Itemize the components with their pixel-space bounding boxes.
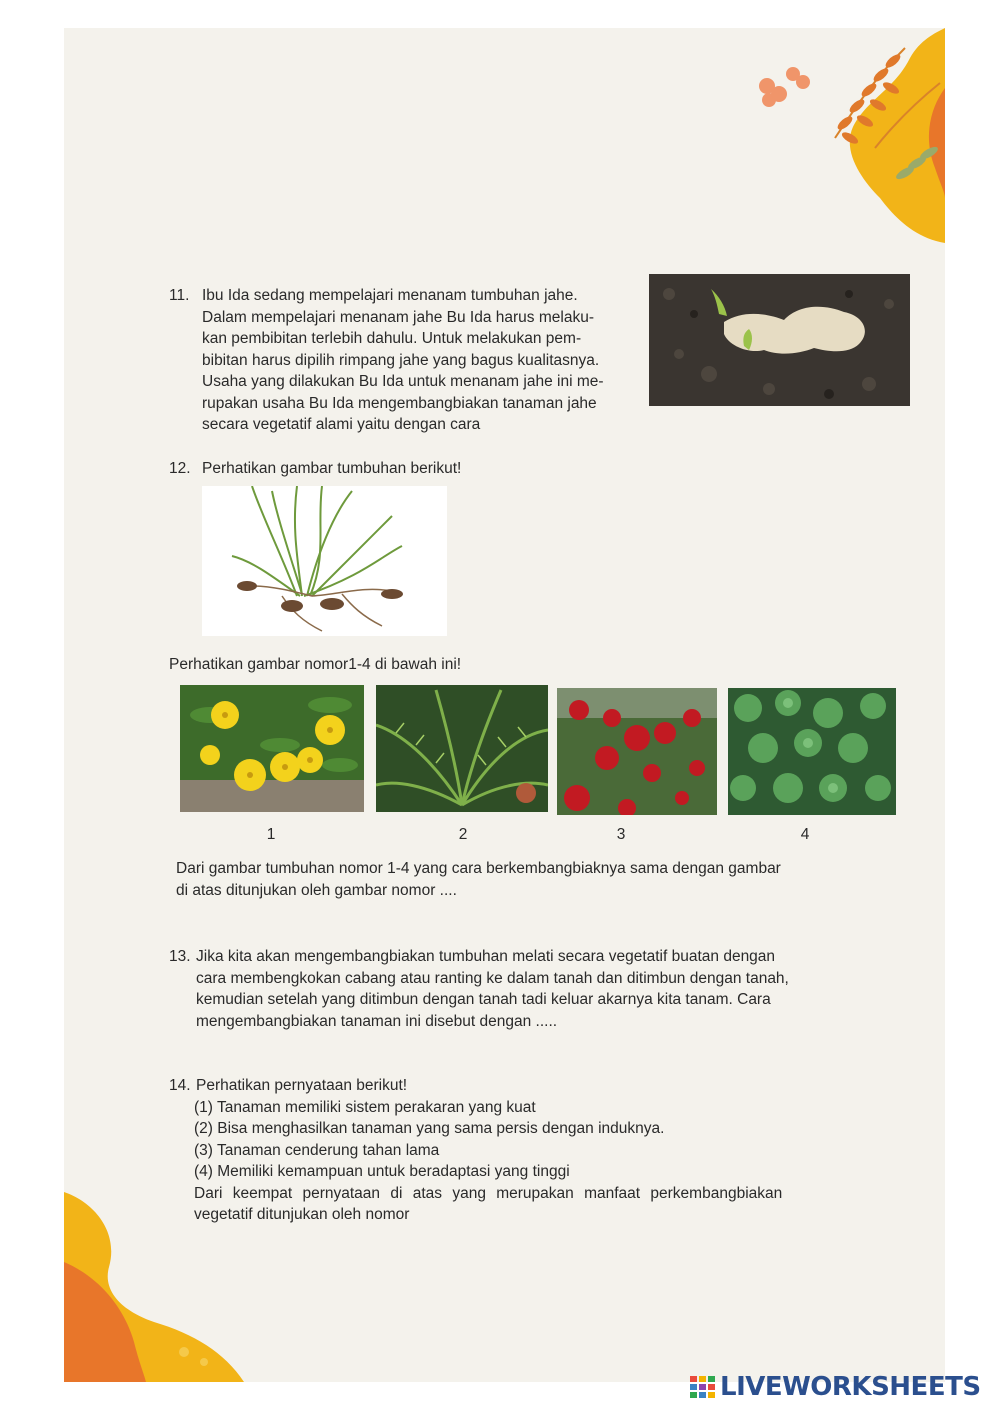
question-12-line: Dari gambar tumbuhan nomor 1-4 yang cara berkembangbiaknya sama dengan gambar	[176, 860, 781, 877]
question-12-line: di atas ditunjukan oleh gambar nomor ....	[176, 881, 457, 899]
question-11	[169, 285, 659, 445]
grass-rhizome-photo	[202, 486, 447, 636]
question-13-line: Jika kita akan mengembangbiakan tumbuhan melati secara vegetatif buatan dengan	[196, 948, 776, 965]
question-11-line: Usaha yang dilakukan Bu Ida untuk menanam jahe ini me-	[202, 373, 604, 390]
question-12-prompt	[169, 458, 569, 480]
question-11-line: Dalam mempelajari menanam jahe Bu Ida harus melaku-	[202, 308, 594, 326]
question-14	[169, 1075, 869, 1235]
question-13-text	[196, 946, 789, 1032]
statement-2: (2) Bisa menghasilkan tanaman yang sama persis dengan induknya.	[194, 1120, 665, 1137]
statement-4: (4) Memiliki kemampuan untuk beradaptasi yang tinggi	[194, 1163, 570, 1180]
image-label-2: 2	[458, 826, 468, 843]
image-label-1: 1	[266, 826, 276, 843]
question-11-line: bibitan harus dipilih rimpang jahe yang bagus kualitasnya.	[202, 351, 600, 369]
question-11-line: Ibu Ida sedang mempelajari menanam tumbuhan jahe.	[202, 287, 578, 304]
liveworksheets-wordmark: LIVEWORKSHEETS	[720, 1372, 981, 1402]
liveworksheets-logo-icon	[690, 1376, 716, 1398]
question-12-number: 12.	[169, 460, 191, 477]
question-11-number: 11.	[169, 287, 190, 304]
autumn-leaves-decoration-top	[745, 28, 945, 243]
plant-photo-4-pennywort	[728, 688, 896, 815]
question-13-number: 13.	[169, 948, 191, 965]
statement-1: (1) Tanaman memiliki sistem perakaran yang kuat	[194, 1098, 536, 1116]
image-label-4: 4	[800, 826, 810, 843]
question-14-line: vegetatif ditunjukan oleh nomor	[194, 1206, 410, 1223]
question-11-line: rupakan usaha Bu Ida mengembangbiakan tanaman jahe	[202, 394, 597, 412]
plant-photo-3-roses	[557, 688, 717, 815]
plant-photo-1-yellow-flowers	[180, 685, 364, 812]
question-13	[169, 946, 869, 1036]
question-11-line: secara vegetatif alami yaitu dengan cara	[202, 416, 481, 433]
question-14-line: Dari keempat pernyataan di atas yang merupakan manfaat perkembangbiakan	[194, 1184, 783, 1202]
ginger-rhizome-photo	[649, 274, 910, 406]
question-12-subprompt: Perhatikan gambar nomor1-4 di bawah ini!	[169, 656, 462, 673]
question-12-prompt-text: Perhatikan gambar tumbuhan berikut!	[202, 460, 462, 477]
worksheet-page	[64, 28, 945, 1382]
statement-3: (3) Tanaman cenderung tahan lama	[194, 1141, 440, 1159]
liveworksheets-brand	[690, 1372, 981, 1402]
plant-photo-2-fern	[376, 685, 548, 812]
question-13-line: kemudian setelah yang ditimbun dengan tanah tadi keluar akarnya kita tanam. Cara	[196, 991, 771, 1008]
question-13-line: mengembangbiakan tanaman ini disebut dengan .....	[196, 1012, 558, 1030]
question-11-text	[202, 285, 604, 436]
image-label-3: 3	[616, 826, 626, 843]
question-11-line: kan pembibitan terlebih dahulu. Untuk melakukan pem-	[202, 330, 582, 347]
question-14-number: 14.	[169, 1077, 191, 1094]
question-13-line: cara membengkokan cabang atau ranting ke dalam tanah dan ditimbun dengan tanah,	[196, 969, 789, 987]
question-14-prompt: Perhatikan pernyataan berikut!	[196, 1077, 408, 1094]
question-12-text	[176, 858, 781, 901]
question-14-text	[196, 1075, 782, 1226]
